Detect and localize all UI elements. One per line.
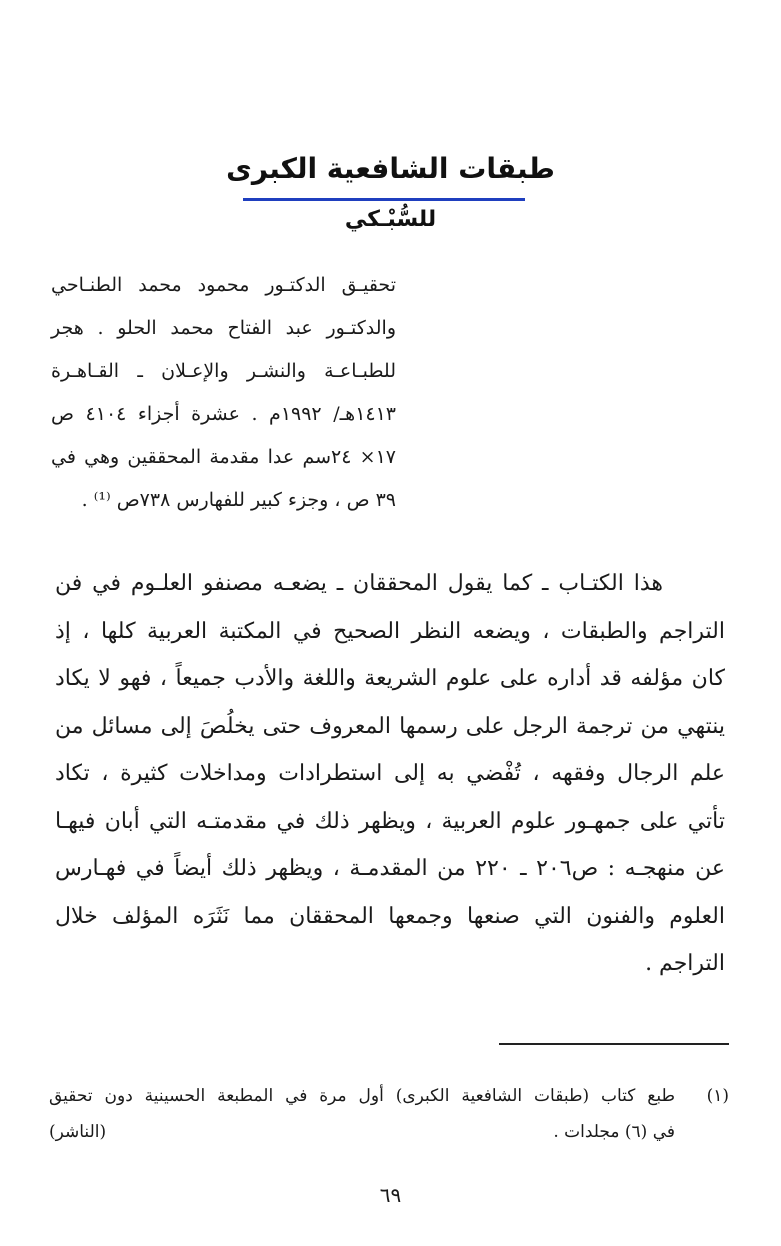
citation-line: تحقيـق الدكتـور محمود محمد الطنـاحي xyxy=(51,274,396,296)
citation-line: ٣٩ ص ، وجزء كبير للفهارس ٧٣٨ص ⁽¹⁾ . xyxy=(81,489,396,511)
paragraph-line: العلوم والفنون التي صنعها وجمعها المحققان مما نَثَرَه المؤلف خلال xyxy=(55,903,725,929)
paragraph-line: التراجم والطبقات ، ويضعه النظر الصحيح في المكتبة العربية كلها ، إذ xyxy=(55,618,725,644)
footnote-text-line: في (٦) مجلدات . xyxy=(553,1122,675,1142)
footnote-attribution: (الناشر) xyxy=(49,1122,107,1142)
bibliographic-citation xyxy=(51,264,396,522)
citation-line: للطبـاعـة والنشـر والإعـلان ـ القـاهـرة xyxy=(51,360,396,382)
footnote-separator xyxy=(499,1043,729,1045)
footnote-marker: (١) xyxy=(706,1086,729,1106)
page-number: ٦٩ xyxy=(379,1183,402,1207)
book-title: طبقات الشافعية الكبرى xyxy=(226,152,555,185)
footnote-text-line: طبع كتاب (طبقات الشافعية الكبرى) أول مرة في المطبعة الحسينية دون تحقيق xyxy=(49,1086,675,1106)
footnote xyxy=(49,1078,729,1150)
citation-line: ١٧× ٢٤سم عدا مقدمة المحققين وهي في xyxy=(51,446,396,468)
book-author: للسُّبْـكي xyxy=(344,207,437,232)
paragraph-line: هذا الكتـاب ـ كما يقول المحققان ـ يضعـه مصنفو العلـوم في فن xyxy=(55,571,663,596)
paragraph-line: التراجم . xyxy=(645,951,725,976)
paragraph-line: كان مؤلفه قد أداره على علوم الشريعة واللغة والأدب جميعاً ، فهو لا يكاد xyxy=(55,666,725,691)
paragraph-line: عن منهجـه : ص٢٠٦ ـ ٢٢٠ من المقدمـة ، ويظهر ذلك أيضاً في فهـارس xyxy=(55,856,725,881)
citation-line: والدكتـور عبد الفتاح محمد الحلو . هجر xyxy=(51,317,396,339)
paragraph-line: تأتي على جمهـور علوم العربية ، ويظهر ذلك في مقدمتـه التي أبان فيهـا xyxy=(55,808,725,834)
citation-line: ١٤١٣هـ/ ١٩٩٢م . عشرة أجزاء ٤١٠٤ ص xyxy=(51,403,397,425)
body-paragraph xyxy=(55,560,725,988)
paragraph-line: ينتهي من ترجمة الرجل على رسمها المعروف حتى يخلُصَ إلى مسائل من xyxy=(55,713,725,739)
paragraph-line: علم الرجال وفقهه ، تُفْضي به إلى استطرادات ومداخلات كثيرة ، تكاد xyxy=(55,761,725,786)
